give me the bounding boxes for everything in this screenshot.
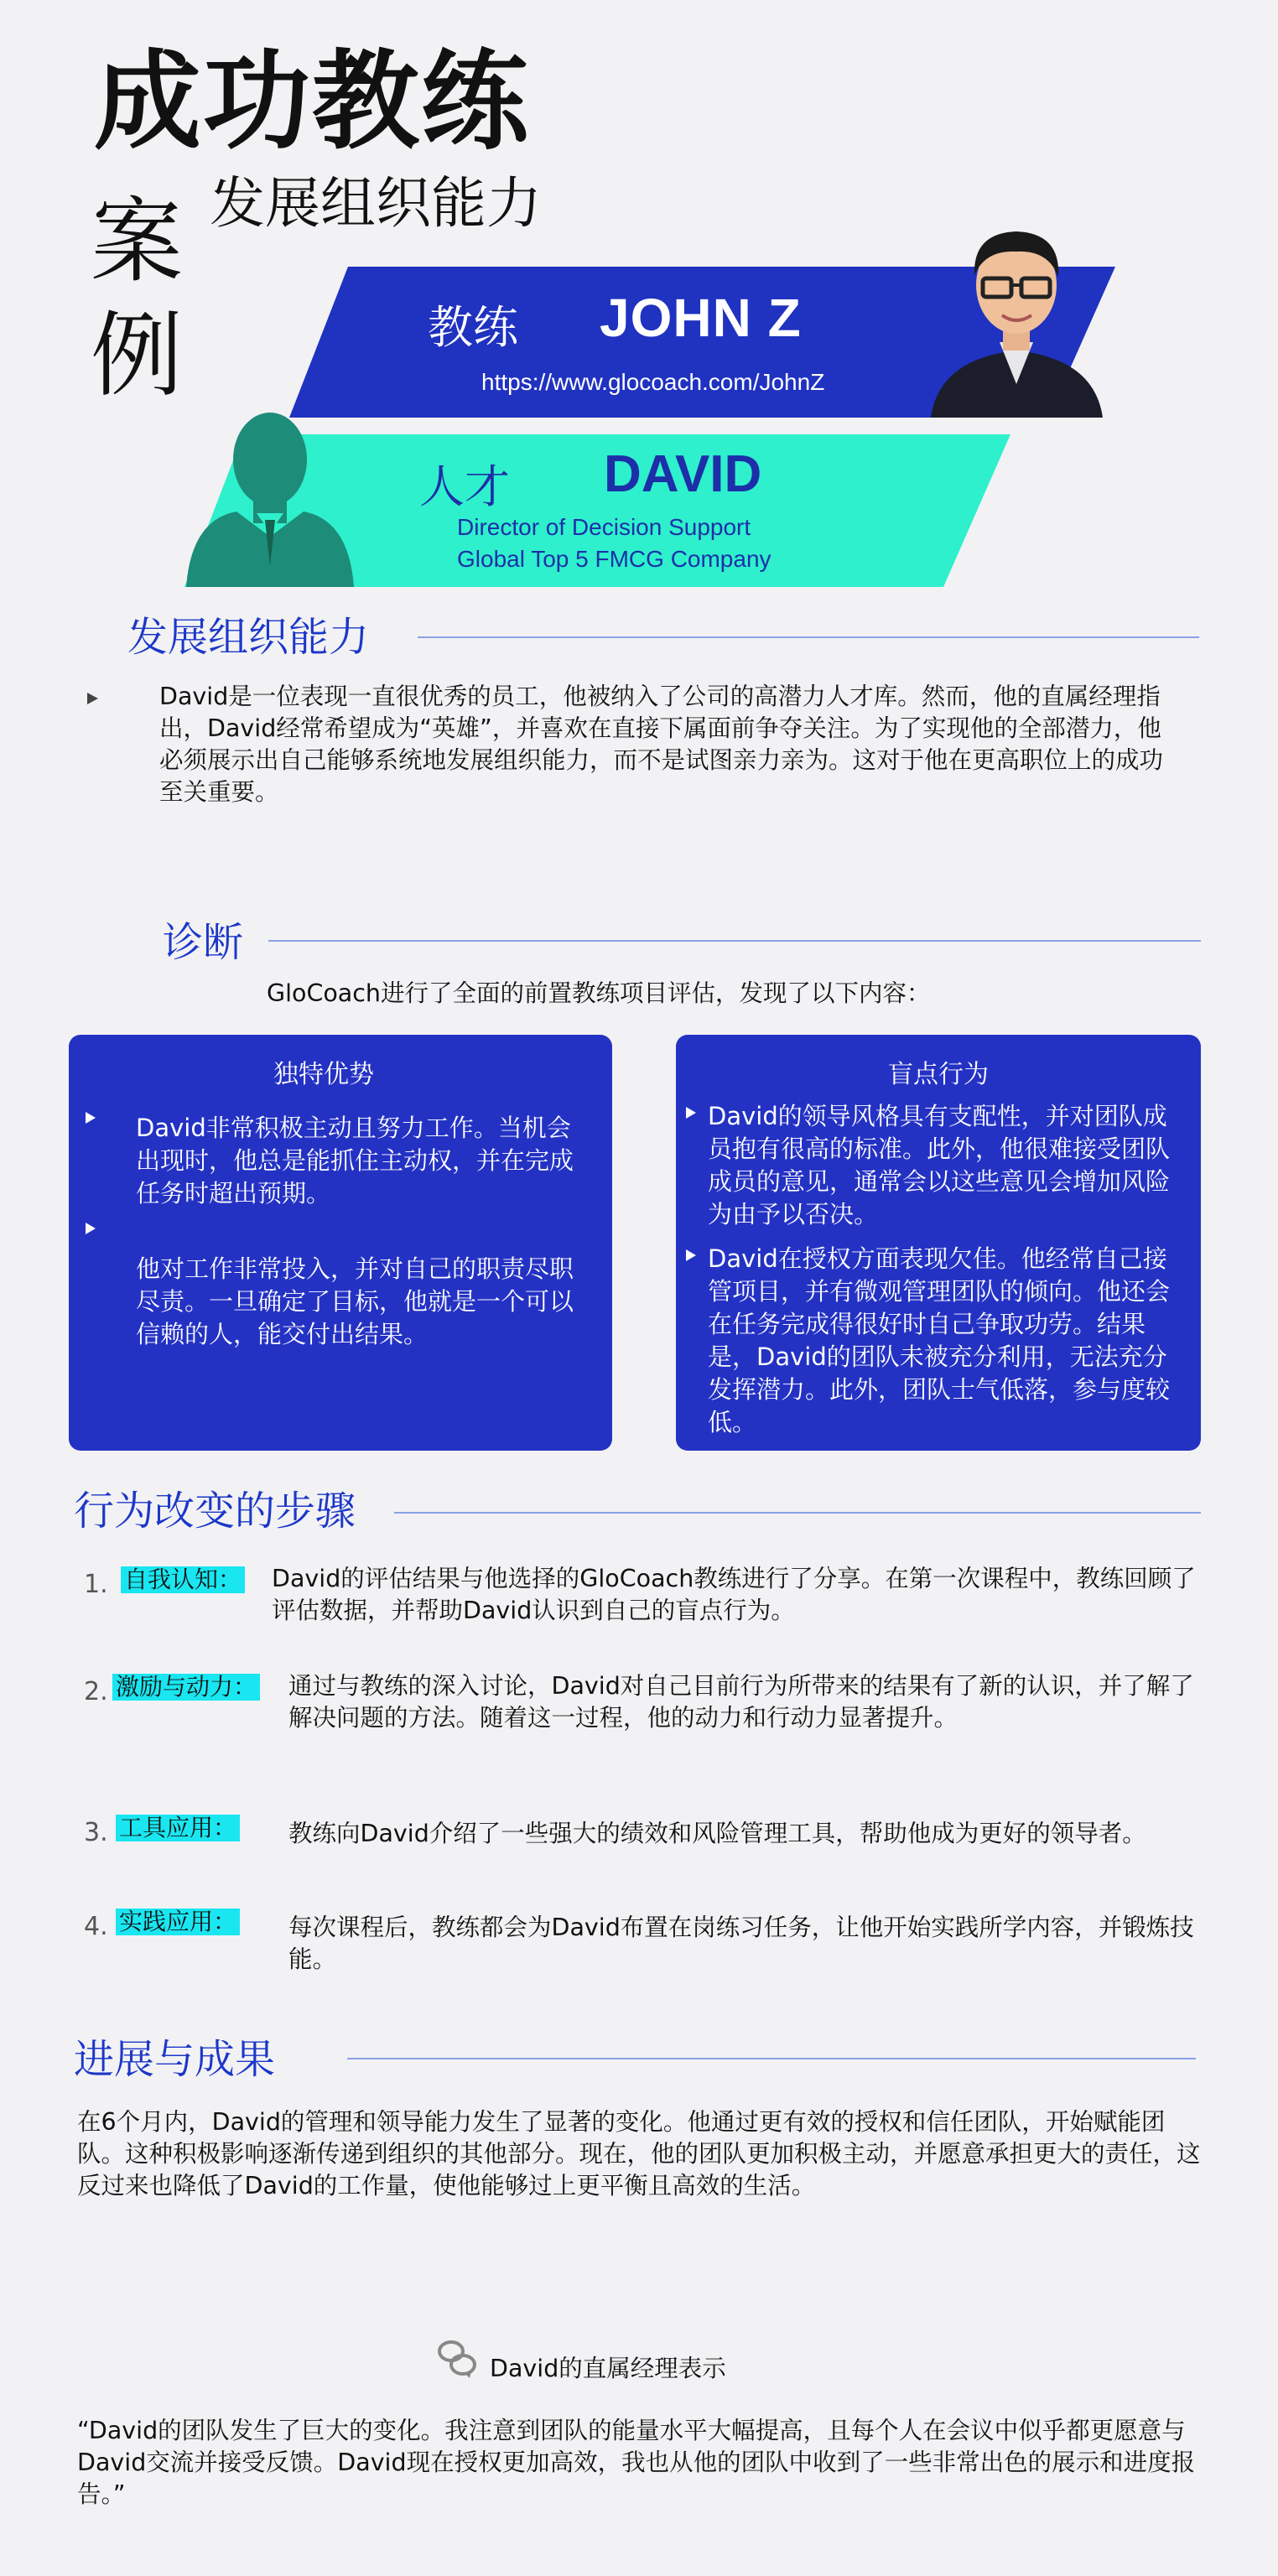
intro-heading: 发展组织能力 [127, 614, 370, 661]
step-number-1: 1. [84, 1570, 108, 1599]
bullet-icon [686, 1249, 696, 1261]
talent-name: DAVID [604, 445, 762, 503]
diagnosis-divider [268, 940, 1201, 942]
coach-name: JOHN Z [600, 288, 802, 348]
results-heading: 进展与成果 [74, 2036, 276, 2083]
strength-item-2: 他对工作非常投入，并对自己的职责尽职尽责。一旦确定了目标，他就是一个可以信赖的人，能交付出结果。 [136, 1254, 574, 1348]
diagnosis-heading: 诊断 [163, 919, 244, 966]
page-title: 成功教练 [94, 39, 531, 164]
step-number-4: 4. [84, 1912, 108, 1941]
step-number-2: 2. [84, 1677, 108, 1706]
steps-heading: 行为改变的步骤 [74, 1488, 356, 1535]
blindspots-title: 盲点行为 [888, 1060, 989, 1089]
step-label-1: 自我认知： [121, 1566, 245, 1593]
bullet-icon [86, 1112, 96, 1124]
bullet-icon [86, 1223, 96, 1234]
steps-divider [394, 1512, 1201, 1514]
results-text: 在6个月内，David的管理和领导能力发生了显著的变化。他通过更有效的授权和信任团队，开始赋能团队。这种积极影响逐渐传递到组织的其他部分。现在，他的团队更加积极主动，并愿意承担更大的责任，这反过来也降低了David的工作量，使他能够过上更平衡且高效的生活。 [77, 2108, 1201, 2199]
talent-title-line2: Global Top 5 FMCG Company [457, 546, 771, 572]
strengths-card [69, 1035, 612, 1451]
step-label-4: 实践应用： [116, 1909, 240, 1935]
speech-bubbles-icon [436, 2340, 478, 2378]
step-label-3: 工具应用： [116, 1815, 240, 1841]
step-text-4: 每次课程后，教练都会为David布置在岗练习任务，让他开始实践所学内容，并锻炼技能。 [288, 1914, 1194, 1973]
diagnosis-lead: GloCoach进行了全面的前置教练项目评估，发现了以下内容： [267, 979, 931, 1007]
step-text-2: 通过与教练的深入讨论，David对自己目前行为所带来的结果有了新的认识，并了解了解决问题的方法。随着这一过程，他的动力和行动力显著提升。 [288, 1672, 1194, 1732]
coach-role-label: 教练 [428, 301, 518, 354]
person-silhouette-icon [186, 394, 354, 587]
results-divider [347, 2058, 1196, 2059]
step-number-3: 3. [84, 1818, 108, 1847]
talent-role-label: 人才 [419, 460, 510, 513]
coach-url-link[interactable]: https://www.glocoach.com/JohnZ [481, 369, 825, 395]
intro-divider [418, 636, 1199, 638]
page-subtitle: 发展组织能力 [210, 171, 542, 236]
strength-item-1: David非常积极主动且努力工作。当机会出现时，他总是能抓住主动权，并在完成任务时超出预期。 [136, 1114, 574, 1208]
strengths-title: 独特优势 [273, 1060, 374, 1089]
blindspot-item-2: David在授权方面表现欠佳。他经常自己接管项目，并有微观管理团队的倾向。他还会在任务完成得很好时自己争取功劳。结果是，David的团队未被充分利用，无法充分发挥潜力。此外，团队士气低落，参与度较低。 [708, 1244, 1171, 1436]
step-text-1: David的评估结果与他选择的GloCoach教练进行了分享。在第一次课程中，教练回顾了评估数据，并帮助David认识到自己的盲点行为。 [272, 1565, 1196, 1624]
intro-text: David是一位表现一直很优秀的员工，他被纳入了公司的高潜力人才库。然而，他的直属经理指出，David经常希望成为“英雄”，并喜欢在直接下属面前争夺关注。为了实现他的全部潜力，他必须展示出自己能够系统地发展组织能力，而不是试图亲力亲为。这对于他在更高职位上的成功至关重要。 [159, 683, 1164, 806]
step-text-3: 教练向David介绍了一些强大的绩效和风险管理工具，帮助他成为更好的领导者。 [288, 1820, 1146, 1847]
page-title-case-text: 案例 [91, 188, 183, 409]
talent-job-title [457, 512, 771, 575]
blindspot-item-1: David的领导风格具有支配性，并对团队成员抱有很高的标准。此外，他很难接受团队成员的意见，通常会以这些意见会增加风险为由予以否决。 [708, 1102, 1171, 1228]
blindspots-card [676, 1035, 1201, 1451]
testimonial-quote: “David的团队发生了巨大的变化。我注意到团队的能量水平大幅提高，且每个人在会议中似乎都更愿意与David交流并接受反馈。David现在授权更加高效，我也从他的团队中收到了一些非常出色的展示和进度报告。” [77, 2417, 1196, 2508]
page-title-case [91, 184, 191, 413]
bullet-icon [87, 693, 98, 704]
step-label-2: 激励与动力： [112, 1674, 260, 1701]
bullet-icon [686, 1107, 696, 1119]
talent-title-line1: Director of Decision Support [457, 514, 751, 540]
testimonial-label: David的直属经理表示 [490, 2355, 726, 2382]
coach-avatar [922, 216, 1111, 418]
